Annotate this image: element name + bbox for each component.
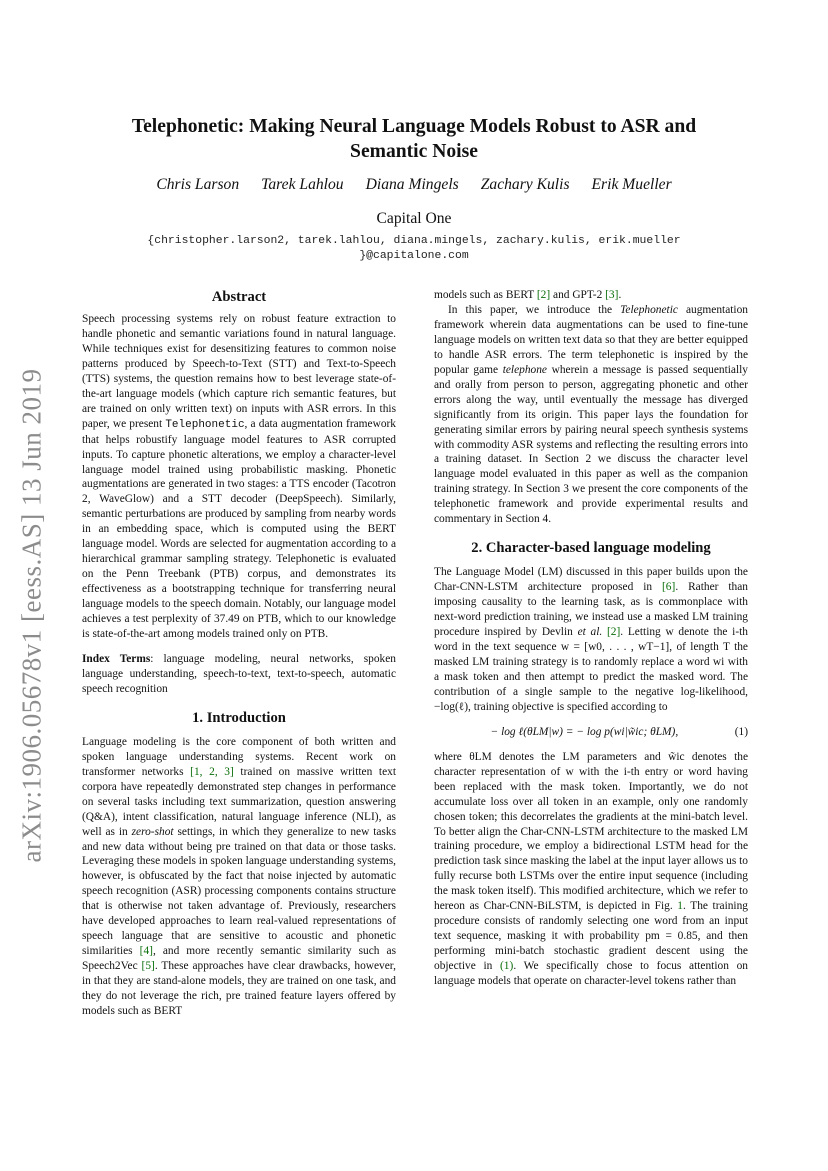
intro-heading: 1. Introduction [192, 709, 286, 726]
abstract-text [82, 312, 396, 642]
text-run: trained on massive written text corpora have repeatedly demonstrated step changes in performance on several tasks including text summarization, question answering (Q&A), intent classification, natural language inference (NLI), as well as in [82, 765, 396, 838]
citation-link[interactable]: [4] [139, 945, 153, 958]
text-run: augmentation framework wherein data augmentations can be used to fine-tune language models on written text data so that they are better equipped to handle ASR errors. The term telephonetic is inspired by the popular game [434, 303, 748, 376]
right-column [434, 288, 748, 989]
text-run: Language modeling is the core component of both written and spoken language understanding systems. Recent work on transformer networks [82, 735, 396, 778]
text-run: . We specifically chose to focus attention on language models that operate on character-level tokens rather than [434, 960, 748, 988]
text-run: settings, in which they generalize to new tasks and new data without being pre trained on that data or those tasks. Leveraging these models in spoken language understanding systems, however, is obfuscated by the fact that noise injected by automatic speech recognition (ASR) processing components contains structure that is otherwise not taken advantage of. Previously, researchers have developed approaches to learn real-valued representations of speech language that are sensitive to acoustic and phonetic similarities [82, 825, 396, 958]
intro-paragraph-1 [82, 735, 396, 1019]
abstract-code-word: Telephonetic [165, 418, 245, 431]
text-run: . Letting w [620, 626, 674, 639]
emphasis: Telephonetic [620, 303, 678, 316]
author-name: Erik Mueller [591, 176, 672, 193]
text-run: models such as BERT [434, 289, 537, 301]
emails-line-2: }@capitalone.com [359, 250, 469, 262]
index-terms-label: Index Terms [82, 652, 151, 665]
abstract-text-a: Speech processing systems rely on robust feature extraction to handle phonetic and semantic variations found in natural language. While techniques exist for desensitizing features to common noise patterns produced by Speech-to-Text (STT) and Text-to-Speech (TTS) systems, the question remains how to best leverage state-of-the-art language models (which capture rich semantic features, but are trained on only written text) on inputs with ASR errors. In this paper, we present [82, 313, 396, 430]
affiliation: Capital One [376, 210, 452, 227]
section2-paragraph-1 [434, 565, 748, 715]
emails-line-1: {christopher.larson2, tarek.lahlou, diana.mingels, zachary.kulis, erik.mueller [147, 235, 681, 247]
emphasis: et al. [577, 626, 603, 639]
author-name: Diana Mingels [365, 176, 459, 193]
equation-1 [434, 725, 748, 740]
paper-title [90, 114, 738, 164]
figure-link[interactable]: 1 [677, 900, 683, 913]
arxiv-stamp [12, 355, 52, 875]
index-terms [82, 652, 396, 697]
section2-heading: 2. Character-based language modeling [471, 540, 711, 557]
emphasis: zero-shot [131, 825, 174, 838]
section2-paragraph-2 [434, 750, 748, 989]
text-run: . These approaches have clear drawbacks, however, in that they are stand-alone models, they are trained on one task, and they do not leverage the rich, pre trained feature layers offered by models such as BERT [82, 960, 396, 1017]
abstract-heading: Abstract [211, 289, 267, 305]
author-name: Chris Larson [156, 176, 240, 193]
arxiv-identifier: arXiv:1906.05678v1 [eess.AS] 13 Jun 2019 [16, 368, 47, 862]
abstract-text-b: , a data augmentation framework that helps robustify language model features to ASR corrupted inputs. To capture phonetic alterations, we employ a character-level language model trained using probabilistic masking. Phonetic augmentations are generated in two stages: a TTS encoder (Tacotron 2, WaveGlow) and a STT decoder (DeepSpeech). Similarly, semantic perturbations are produced by sampling from nearby words in an embedding space, which is computed using the BERT language model. Words are selected for augmentation according to a hierarchical grammar sampling strategy. Telephonetic is evaluated on the Penn Treebank (PTB) corpus, and demonstrates its effectiveness as a bootstrapping technique for transferring neural language models to the speech domain. Notably, our language model achieves a test perplexity of 37.49 on PTB, which to our knowledge is state-of-the-art among models trained only on PTB. [82, 417, 397, 641]
left-column [82, 288, 396, 1019]
emphasis: telephone [502, 363, 547, 376]
equation-link[interactable]: (1) [500, 960, 514, 973]
citation-link[interactable]: [5] [141, 960, 155, 973]
index-terms-text: : language modeling, neural networks, spoken language understanding, speech-to-text, text-to-speech, automatic speech recognition [82, 652, 396, 695]
text-run: . [618, 289, 622, 301]
title-line-2: Semantic Noise [350, 141, 478, 162]
citation-link[interactable]: [2] [536, 289, 551, 301]
intro-paragraph-1-cont [434, 288, 748, 303]
text-run: . The training procedure consists of randomly selecting one word from an input text sequence, masking it with probability pm = 0.85, and then performing mini-batch stochastic gradient descent using the objective in [434, 900, 748, 973]
text-run: where θLM denotes the LM parameters and w̃ic denotes the character representation of w with the i-th entry or word having been replaced with the mask token. Importantly, we do not accumulate loss over all token in an example, only one randomly chosen token; this decorrelates the gradients at the mini-batch level. To better align the Char-CNN-LSTM architecture to the masked LM training procedure, we employ a bidirectional LSTM head for the prediction task since masking the label at the input layer allows us to fully recurse both LSTMs over the entire input sequence (including the mask token itself). This modified architecture, which we refer to hereon as Char-CNN-BiLSTM, is depicted in Fig. [434, 750, 748, 913]
text-run: and GPT-2 [550, 289, 606, 301]
equation-number: (1) [734, 725, 748, 738]
author-emails [120, 234, 708, 264]
citation-link[interactable]: [1, 2, 3] [190, 765, 234, 778]
author-name: Tarek Lahlou [261, 176, 344, 193]
intro-paragraph-2 [434, 303, 748, 527]
equation-body: − log ℓ(θLM|w) = − log p(wi|w̃ic; θLM), [490, 725, 679, 738]
author-name: Zachary Kulis [480, 176, 570, 193]
text-run: denote the i-th word in the text sequence w = [w0, . . . , wT−1], of length T the masked LM training strategy is to randomly replace a word wi with a mask token and then attempt to predict the masked word. The contribution of a single sample to the negative log-likelihood, −log(ℓ), training objective is specified according to [434, 626, 748, 713]
text-run: , and more recently semantic similarity such as Speech2Vec [82, 945, 397, 973]
citation-link[interactable]: [3] [605, 289, 619, 301]
title-line-1: Telephonetic: Making Neural Language Models Robust to ASR and [131, 116, 697, 137]
text-run: In this paper, we introduce the [448, 303, 621, 316]
citation-link[interactable]: [6] [662, 581, 676, 594]
author-list [90, 176, 738, 194]
citation-link[interactable]: [2] [606, 626, 621, 639]
text-run: wherein a message is passed sequentially and orally from person to person, aggregating phonetic and other errors along the way, until eventually the message has diverged significantly from its origin. This paper lays the foundation for generating similar errors by pairing neural speech synthesis systems with commodity ASR systems and reflecting the resulting errors into a training dataset. In Section 2 we discuss the character level language model evaluated in this paper as well as the companion training strategy. In Section 3 we present the core components of the telephonetic framework and provide experimental results and commentary in Section 4. [434, 363, 748, 526]
text-run: . Rather than imposing causality to the learning task, as is commonplace with next-word prediction training, we instead use a masked LM training procedure inspired by Devlin [434, 581, 748, 639]
text-run: The Language Model (LM) discussed in this paper builds upon the Char-CNN-LSTM architecture proposed in [434, 566, 748, 594]
